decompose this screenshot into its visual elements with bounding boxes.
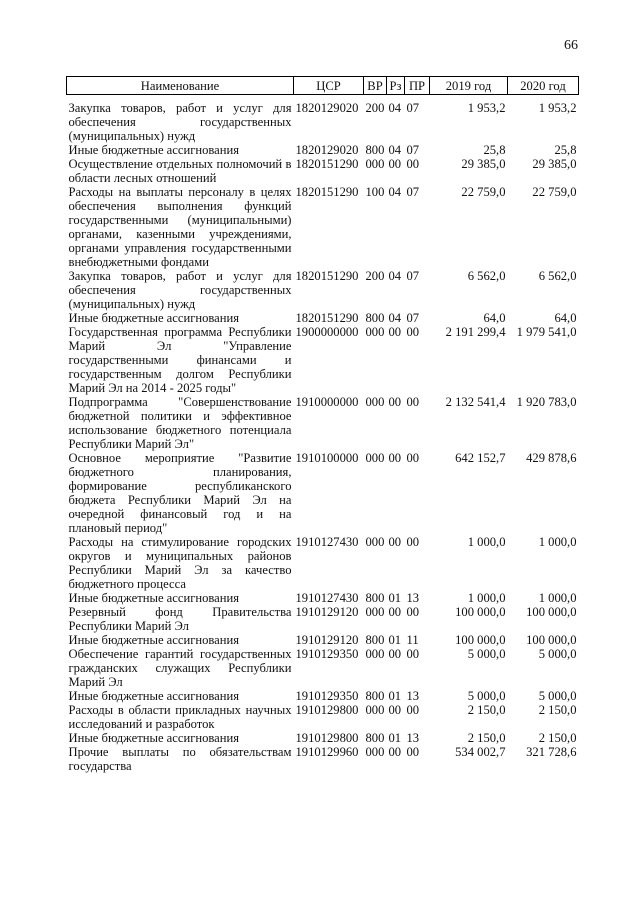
header-2020: 2020 год [508, 77, 579, 95]
row-csr: 1910129800 [295, 703, 359, 717]
row-value-2019: 2 150,0 [467, 731, 506, 745]
row-rz: 04 [388, 143, 402, 157]
table-body [67, 95, 579, 774]
row-rz: 00 [388, 325, 402, 339]
row-name: Расходы на выплаты персоналу в целях обеспечения выполнения функций государственными (муниципальными) органами, казенными учреждениями, органами управления государственными внебюджетными фондами [68, 185, 292, 269]
row-pr: 00 [406, 605, 420, 619]
row-value-2020: 1 979 541,0 [516, 325, 577, 339]
row-vr: 000 [365, 395, 385, 409]
row-rz: 00 [388, 647, 402, 661]
row-pr: 00 [406, 395, 420, 409]
row-vr: 000 [365, 647, 385, 661]
row-value-2019: 100 000,0 [455, 633, 506, 647]
row-csr: 1910129120 [295, 633, 359, 647]
row-pr: 07 [406, 143, 420, 157]
table-row [67, 535, 579, 591]
table-row [67, 689, 579, 703]
table-row [67, 451, 579, 535]
row-name: Резервный фонд Правительства Республики Марий Эл [68, 605, 292, 633]
header-pr: ПР [405, 77, 430, 95]
row-rz: 00 [388, 605, 402, 619]
row-value-2019: 534 002,7 [455, 745, 506, 759]
row-rz: 01 [388, 689, 402, 703]
row-rz: 00 [388, 395, 402, 409]
table-row [67, 745, 579, 773]
row-rz: 01 [388, 633, 402, 647]
row-value-2020: 321 728,6 [526, 745, 577, 759]
row-csr: 1910129350 [295, 689, 359, 703]
header-2019: 2019 год [430, 77, 508, 95]
row-rz: 00 [388, 535, 402, 549]
row-csr: 1910129800 [295, 731, 359, 745]
row-rz: 00 [388, 451, 402, 465]
row-pr: 13 [406, 689, 420, 703]
table-header-row [67, 77, 579, 95]
row-csr: 1910000000 [295, 395, 359, 409]
row-name: Иные бюджетные ассигнования [68, 311, 240, 325]
row-csr: 1910100000 [295, 451, 359, 465]
row-vr: 800 [365, 311, 385, 325]
row-rz: 00 [388, 703, 402, 717]
table-row [67, 703, 579, 731]
row-name: Закупка товаров, работ и услуг для обеспечения государственных (муниципальных) нужд [68, 269, 292, 311]
row-csr: 1910127430 [295, 591, 359, 605]
row-vr: 800 [365, 591, 385, 605]
row-value-2020: 2 150,0 [538, 731, 577, 745]
header-rz: Рз [387, 77, 405, 95]
row-rz: 04 [388, 185, 402, 199]
row-pr: 11 [406, 633, 419, 647]
row-value-2020: 2 150,0 [538, 703, 577, 717]
row-value-2020: 29 385,0 [532, 157, 577, 171]
row-csr: 1820151290 [295, 157, 359, 171]
row-value-2019: 6 562,0 [467, 269, 506, 283]
row-value-2020: 1 000,0 [538, 535, 577, 549]
row-name: Иные бюджетные ассигнования [68, 731, 240, 745]
row-name: Осуществление отдельных полномочий в области лесных отношений [68, 157, 292, 185]
row-value-2019: 2 191 299,4 [445, 325, 506, 339]
row-pr: 07 [406, 101, 420, 115]
row-name: Иные бюджетные ассигнования [68, 591, 240, 605]
row-rz: 01 [388, 731, 402, 745]
row-csr: 1910127430 [295, 535, 359, 549]
row-value-2020: 5 000,0 [538, 647, 577, 661]
page-number: 66 [564, 38, 578, 53]
table-row [67, 731, 579, 745]
row-rz: 04 [388, 311, 402, 325]
row-vr: 100 [365, 185, 385, 199]
row-name: Закупка товаров, работ и услуг для обеспечения государственных (муниципальных) нужд [68, 101, 292, 143]
row-pr: 00 [406, 647, 420, 661]
row-value-2019: 29 385,0 [461, 157, 506, 171]
row-pr: 07 [406, 269, 420, 283]
row-name: Обеспечение гарантий государственных гражданских служащих Республики Марий Эл [68, 647, 292, 689]
row-pr: 00 [406, 325, 420, 339]
row-vr: 200 [365, 269, 385, 283]
row-name: Прочие выплаты по обязательствам государства [68, 745, 292, 773]
row-value-2019: 1 000,0 [467, 591, 506, 605]
row-value-2020: 429 878,6 [526, 451, 577, 465]
row-name: Расходы на стимулирование городских округов и муниципальных районов Республики Марий Эл за качество бюджетного процесса [68, 535, 292, 591]
row-name: Иные бюджетные ассигнования [68, 633, 240, 647]
row-pr: 13 [406, 731, 420, 745]
row-name: Основное мероприятие "Развитие бюджетного планирования, формирование республиканского бюджета Республики Марий Эл на очередной финансовый год и на плановый период" [68, 451, 292, 535]
row-value-2019: 1 000,0 [467, 535, 506, 549]
row-rz: 00 [388, 157, 402, 171]
row-value-2020: 1 000,0 [538, 591, 577, 605]
table-row [67, 591, 579, 605]
header-csr: ЦСР [294, 77, 364, 95]
row-vr: 000 [365, 451, 385, 465]
row-pr: 00 [406, 745, 420, 759]
row-rz: 00 [388, 745, 402, 759]
row-csr: 1820129020 [295, 143, 359, 157]
table-row [67, 143, 579, 157]
row-pr: 00 [406, 703, 420, 717]
row-vr: 000 [365, 745, 385, 759]
row-value-2019: 1 953,2 [467, 101, 506, 115]
row-value-2020: 100 000,0 [526, 605, 577, 619]
row-value-2019: 5 000,0 [467, 689, 506, 703]
row-value-2020: 6 562,0 [538, 269, 577, 283]
row-vr: 800 [365, 689, 385, 703]
row-csr: 1900000000 [295, 325, 359, 339]
row-name: Подпрограмма "Совершенствование бюджетной политики и эффективное использование бюджетного потенциала Республики Марий Эл" [68, 395, 292, 451]
row-value-2020: 64,0 [554, 311, 577, 325]
row-value-2019: 2 150,0 [467, 703, 506, 717]
row-pr: 07 [406, 185, 420, 199]
row-csr: 1910129960 [295, 745, 359, 759]
row-pr: 13 [406, 591, 420, 605]
row-value-2020: 5 000,0 [538, 689, 577, 703]
row-value-2019: 100 000,0 [455, 605, 506, 619]
row-vr: 800 [365, 633, 385, 647]
row-vr: 000 [365, 703, 385, 717]
row-vr: 000 [365, 605, 385, 619]
row-value-2019: 2 132 541,4 [445, 395, 506, 409]
table-row [67, 395, 579, 451]
table-row [67, 311, 579, 325]
row-value-2020: 1 920 783,0 [516, 395, 577, 409]
row-csr: 1820151290 [295, 311, 359, 325]
table-row [67, 185, 579, 269]
table-row [67, 157, 579, 185]
row-pr: 00 [406, 451, 420, 465]
row-value-2020: 25,8 [554, 143, 577, 157]
table-row [67, 647, 579, 689]
row-name: Государственная программа Республики Марий Эл "Управление государственными финансами и государственным долгом Республики Марий Эл на 2014 - 2025 годы" [68, 325, 292, 395]
table-row [67, 633, 579, 647]
row-csr: 1820129020 [295, 101, 359, 115]
row-vr: 200 [365, 101, 385, 115]
row-value-2019: 22 759,0 [461, 185, 506, 199]
row-value-2020: 1 953,2 [538, 101, 577, 115]
row-csr: 1910129120 [295, 605, 359, 619]
row-vr: 800 [365, 731, 385, 745]
row-value-2020: 100 000,0 [526, 633, 577, 647]
row-rz: 04 [388, 101, 402, 115]
header-vr: ВР [364, 77, 387, 95]
row-vr: 000 [365, 535, 385, 549]
row-pr: 00 [406, 535, 420, 549]
row-value-2019: 5 000,0 [467, 647, 506, 661]
row-value-2019: 642 152,7 [455, 451, 506, 465]
budget-table [66, 76, 579, 773]
row-csr: 1910129350 [295, 647, 359, 661]
table-row [67, 605, 579, 633]
header-name: Наименование [67, 77, 294, 95]
row-value-2019: 64,0 [483, 311, 506, 325]
table-row [67, 95, 579, 144]
row-csr: 1820151290 [295, 185, 359, 199]
row-rz: 04 [388, 269, 402, 283]
row-name: Иные бюджетные ассигнования [68, 689, 240, 703]
row-vr: 000 [365, 325, 385, 339]
table-row [67, 325, 579, 395]
row-vr: 800 [365, 143, 385, 157]
row-name: Расходы в области прикладных научных исследований и разработок [68, 703, 292, 731]
row-csr: 1820151290 [295, 269, 359, 283]
row-pr: 00 [406, 157, 420, 171]
row-value-2019: 25,8 [483, 143, 506, 157]
row-value-2020: 22 759,0 [532, 185, 577, 199]
row-vr: 000 [365, 157, 385, 171]
table-row [67, 269, 579, 311]
row-rz: 01 [388, 591, 402, 605]
row-pr: 07 [406, 311, 420, 325]
row-name: Иные бюджетные ассигнования [68, 143, 240, 157]
